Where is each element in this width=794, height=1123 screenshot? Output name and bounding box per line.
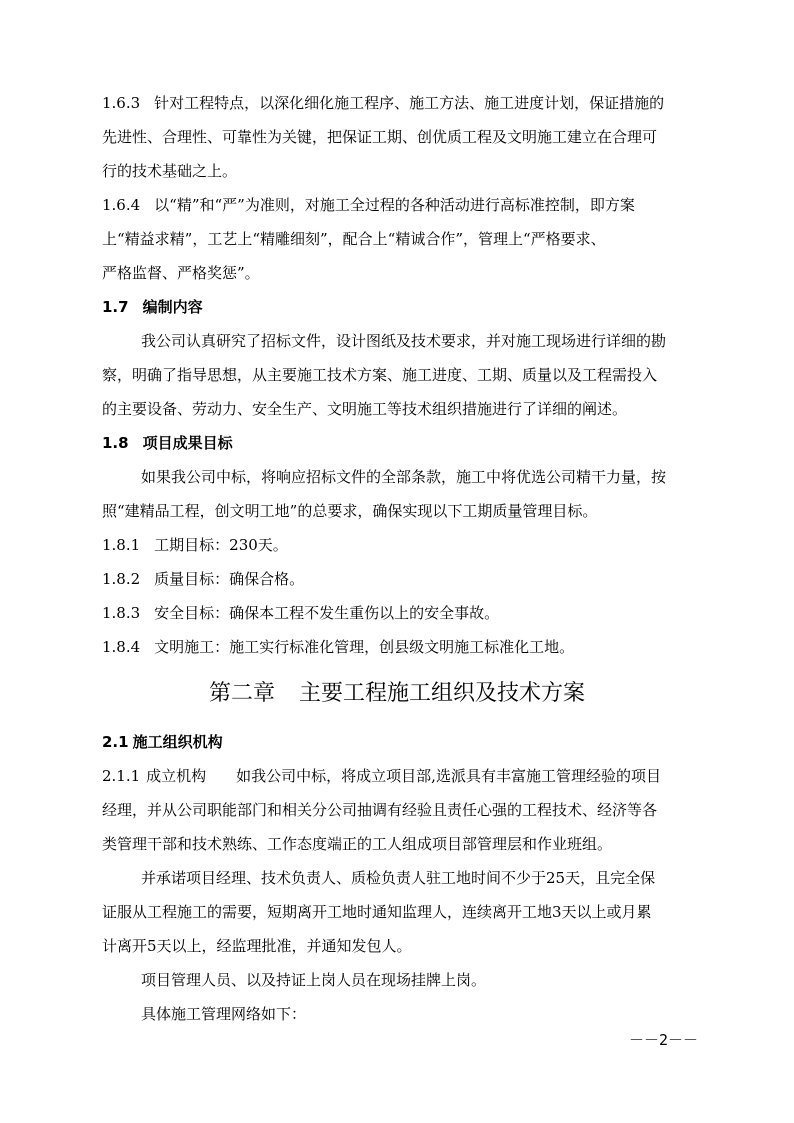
commitment-line-2: 证服从工程施工的需要，短期离开工地时通知监理人，连续离开工地3天以上或月累 <box>102 903 652 921</box>
section-1-6-3-line-2: 先进性、合理性、可靠性为关键，把保证工期、创优质工程及文明施工建立在合理可 <box>102 128 658 146</box>
section-2-1-1-line-3: 类管理干部和技术熟练、工作态度端正的工人组成项目部管理层和作业班组。 <box>102 835 613 853</box>
commitment-line-3: 计离开5天以上，经监理批准，并通知发包人。 <box>102 937 412 955</box>
paragraph-1-8-line-1: 如果我公司中标，将响应招标文件的全部条款，施工中将优选公司精干力量，按 <box>141 468 667 486</box>
goal-civilized: 1.8.4 文明施工：施工实行标准化管理，创县级文明施工标准化工地。 <box>102 638 575 656</box>
goal-safety: 1.8.3 安全目标：确保本工程不发生重伤以上的安全事故。 <box>102 604 500 622</box>
heading-2-1: 2.1 施工组织机构 <box>102 733 223 751</box>
section-1-6-4-line-3: 严格监督、严格奖惩”。 <box>102 264 260 282</box>
paragraph-1-7-line-3: 的主要设备、劳动力、安全生产、文明施工等技术组织措施进行了详细的阐述。 <box>102 400 628 418</box>
section-1-6-3-line-1: 1.6.3 针对工程特点，以深化细化施工程序、施工方法、施工进度计划，保证措施的 <box>102 94 665 112</box>
section-1-6-4-line-1: 1.6.4 以“精”和“严”为准则，对施工全过程的各种活动进行高标准控制，即方案 <box>102 196 635 214</box>
goal-quality: 1.8.2 质量目标：确保合格。 <box>102 570 305 588</box>
paragraph-1-8-line-2: 照“建精品工程，创文明工地”的总要求，确保实现以下工期质量管理目标。 <box>102 502 598 520</box>
page-number: －－2－－ <box>628 1031 698 1049</box>
section-2-1-1-line-1: 2.1.1 成立机构 如我公司中标，将成立项目部,选派具有丰富施工管理经验的项目 <box>102 767 661 785</box>
staff-paragraph: 项目管理人员、以及持证上岗人员在现场挂牌上岗。 <box>141 971 487 989</box>
network-paragraph: 具体施工管理网络如下： <box>141 1005 307 1023</box>
section-1-6-4-line-2: 上“精益求精”，工艺上“精雕细刻”，配合上“精诚合作”，管理上“严格要求、 <box>102 230 606 248</box>
commitment-line-1: 并承诺项目经理、技术负责人、质检负责人驻工地时间不少于25天，且完全保 <box>141 869 656 887</box>
paragraph-1-7-line-1: 我公司认真研究了招标文件，设计图纸及技术要求，并对施工现场进行详细的勘 <box>141 332 667 350</box>
goal-schedule: 1.8.1 工期目标：230天。 <box>102 536 288 554</box>
heading-1-7: 1.7 编制内容 <box>102 298 203 316</box>
paragraph-1-7-line-2: 察，明确了指导思想，从主要施工技术方案、施工进度、工期、质量以及工程需投入 <box>102 366 658 384</box>
section-2-1-1-line-2: 经理，并从公司职能部门和相关分公司抽调有经验且责任心强的工程技术、经济等各 <box>102 801 658 819</box>
heading-1-8: 1.8 项目成果目标 <box>102 434 233 452</box>
section-1-6-3-line-3: 行的技术基础之上。 <box>102 162 238 180</box>
chapter-title: 第二章 主要工程施工组织及技术方案 <box>208 681 586 706</box>
